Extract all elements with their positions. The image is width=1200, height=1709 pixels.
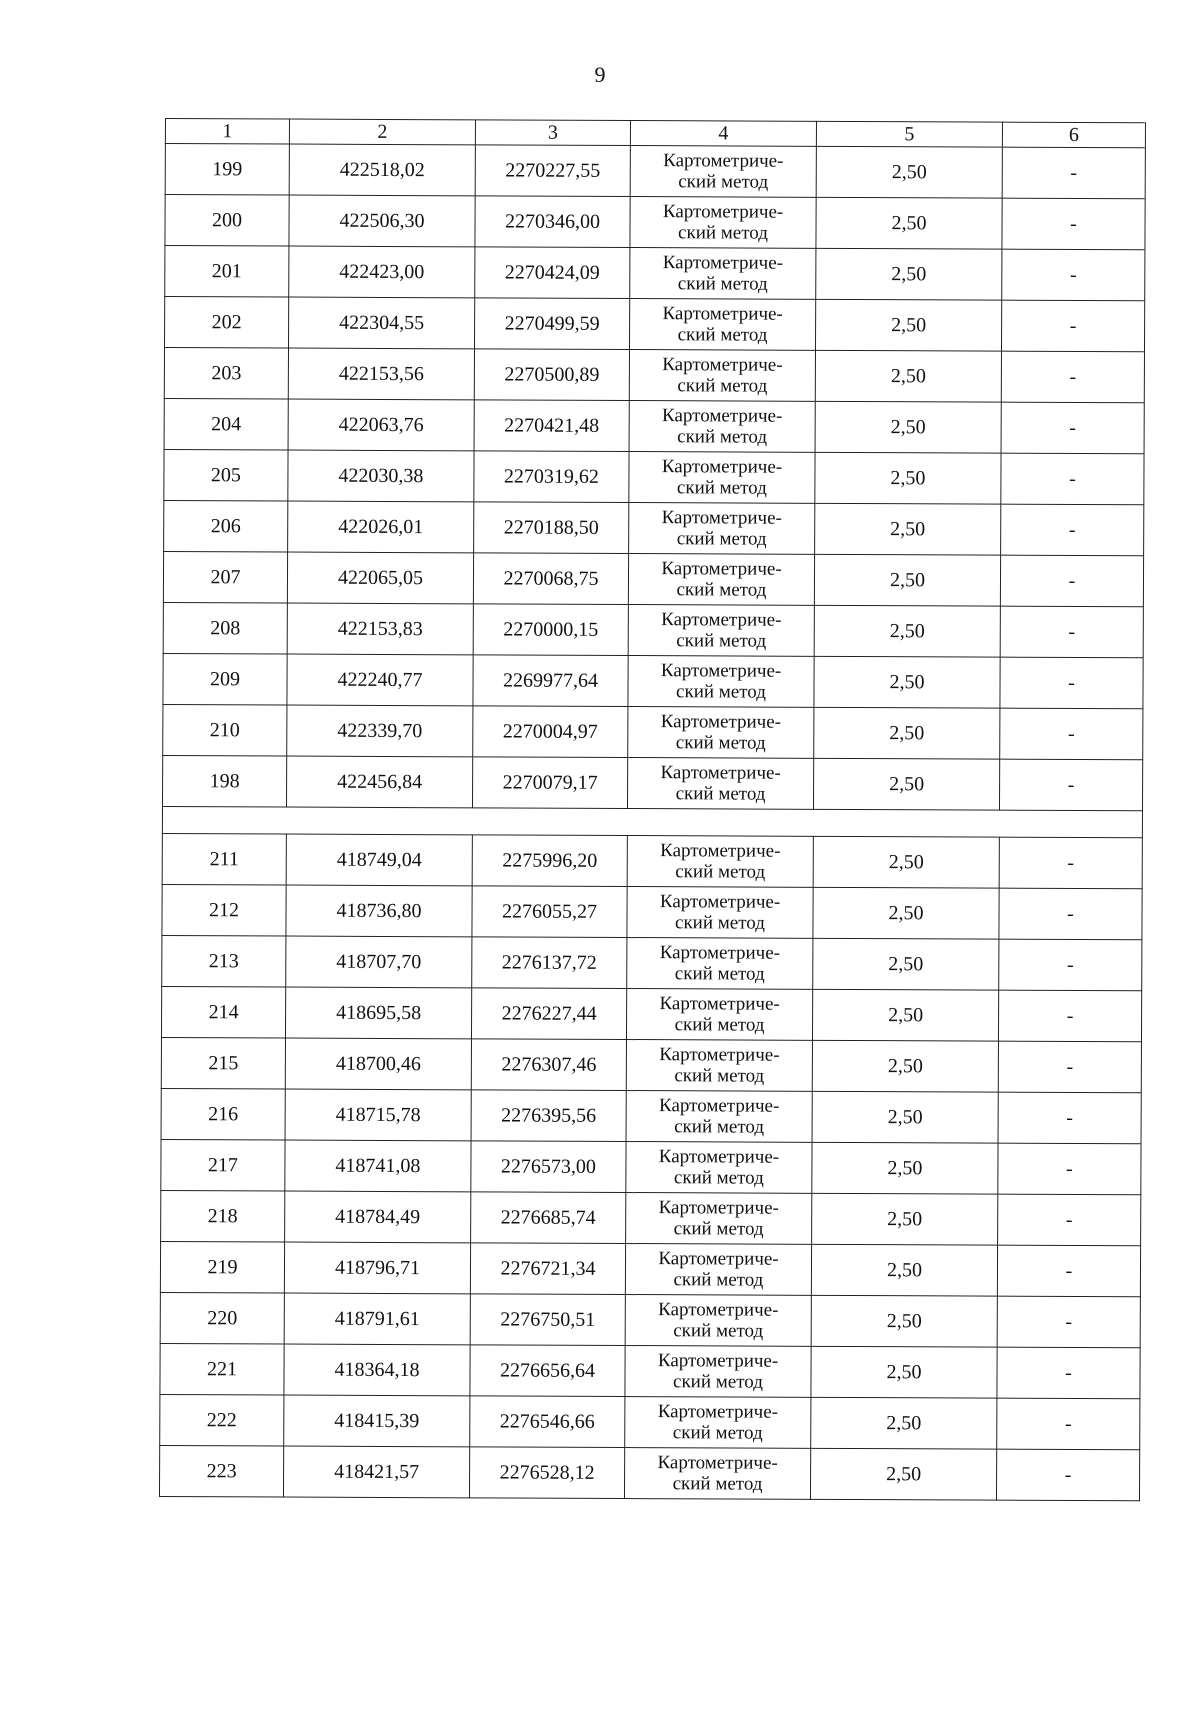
header-cell: 4 [630,121,816,147]
method-line-1: Картометриче- [660,660,782,682]
note-cell: - [1002,198,1145,250]
header-cell: 3 [475,120,630,146]
method-line-2: ский метод [676,477,767,499]
point-number-cell: 202 [164,297,288,349]
accuracy-cell: 2,50 [812,989,998,1041]
note-cell: - [999,837,1142,889]
point-number-cell: 200 [165,195,289,247]
method-cell [626,1040,812,1092]
method-line-2: ский метод [675,732,766,754]
method-cell [625,1346,811,1398]
method-cell [627,887,813,939]
separator-row [162,806,1142,837]
method-cell [630,146,816,198]
note-cell: - [1000,555,1143,607]
method-cell [629,401,815,453]
point-number-cell: 223 [159,1445,283,1497]
method-line-2: ский метод [672,1422,763,1444]
method-line-1: Картометриче- [657,1350,779,1372]
method-line-1: Картометриче- [661,609,782,631]
note-cell: - [996,1449,1139,1501]
method-cell [627,836,813,888]
method-line-1: Картометриче- [661,507,782,529]
y-coordinate-cell: 2270068,75 [473,553,628,605]
method-cell [628,656,814,708]
table-row [160,1292,1140,1347]
table-row [160,1241,1140,1296]
accuracy-cell: 2,50 [816,248,1002,300]
accuracy-cell: 2,50 [816,197,1002,249]
note-cell: - [1001,453,1144,505]
point-number-cell: 204 [164,398,288,450]
note-cell: - [1001,504,1144,556]
method-line-2: ский метод [673,1218,764,1240]
y-coordinate-cell: 2276721,34 [470,1243,625,1295]
table-row [163,551,1143,606]
x-coordinate-cell: 422423,00 [289,246,475,298]
accuracy-cell: 2,50 [815,452,1001,504]
method-cell [625,1244,811,1296]
point-number-cell: 219 [160,1241,284,1293]
point-number-cell: 201 [165,246,289,298]
x-coordinate-cell: 418796,71 [284,1242,470,1294]
x-coordinate-cell: 422240,77 [287,654,473,706]
accuracy-cell: 2,50 [811,1244,997,1296]
x-coordinate-cell: 418415,39 [284,1395,470,1447]
method-line-2: ский метод [674,963,765,985]
method-cell [628,707,814,759]
table-row [164,398,1144,453]
y-coordinate-cell: 2276528,12 [469,1447,624,1499]
accuracy-cell: 2,50 [811,1397,997,1449]
table-row [163,653,1143,708]
x-coordinate-cell: 418700,46 [285,1038,471,1090]
accuracy-cell: 2,50 [810,1448,996,1500]
y-coordinate-cell: 2276685,74 [471,1192,626,1244]
note-cell: - [999,939,1142,991]
table-row [160,1343,1140,1398]
table-row [161,986,1141,1041]
method-line-1: Картометриче- [658,1146,780,1168]
point-number-cell: 221 [160,1343,284,1395]
x-coordinate-cell: 418736,80 [286,885,472,937]
point-number-cell: 209 [163,653,287,705]
y-coordinate-cell: 2276395,56 [471,1090,626,1142]
point-number-cell: 217 [161,1139,285,1191]
method-line-1: Картометриче- [662,303,783,325]
method-line-1: Картометриче- [659,1095,780,1117]
method-cell [628,605,814,657]
note-cell: - [998,1143,1141,1195]
method-line-2: ский метод [673,1167,764,1189]
x-coordinate-cell: 422063,76 [288,399,474,451]
method-line-1: Картометриче- [663,150,784,172]
accuracy-cell: 2,50 [815,503,1001,555]
accuracy-cell: 2,50 [812,1193,998,1245]
point-number-cell: 216 [161,1088,285,1140]
table-row [164,500,1144,555]
point-number-cell: 215 [161,1037,285,1089]
accuracy-cell: 2,50 [813,938,999,990]
table-row [164,297,1144,352]
table-row [159,1445,1139,1500]
y-coordinate-cell: 2270079,17 [472,757,627,809]
y-coordinate-cell: 2270319,62 [474,451,629,503]
separator-cell [162,806,1142,837]
method-line-1: Картометриче- [661,456,783,478]
method-cell [630,197,816,249]
note-cell: - [1002,249,1145,301]
accuracy-cell: 2,50 [814,707,1000,759]
method-line-2: ский метод [672,1473,763,1495]
x-coordinate-cell: 422506,30 [289,195,475,247]
y-coordinate-cell: 2276137,72 [472,937,627,989]
method-line-1: Картометриче- [659,942,781,964]
method-cell [628,554,814,606]
y-coordinate-cell: 2270000,15 [473,604,628,656]
y-coordinate-cell: 2269977,64 [473,655,628,707]
x-coordinate-cell: 418707,70 [286,936,472,988]
x-coordinate-cell: 422153,56 [288,348,474,400]
x-coordinate-cell: 418741,08 [285,1140,471,1192]
x-coordinate-cell: 422030,38 [288,450,474,502]
y-coordinate-cell: 2276307,46 [471,1039,626,1091]
y-coordinate-cell: 2270227,55 [475,145,630,197]
method-line-1: Картометриче- [662,252,784,274]
note-cell: - [998,1194,1141,1246]
note-cell: - [1001,351,1144,403]
point-number-cell: 210 [163,704,287,756]
method-line-2: ский метод [676,681,766,703]
note-cell: - [997,1296,1140,1348]
accuracy-cell: 2,50 [815,299,1001,351]
note-cell: - [1000,708,1143,760]
y-coordinate-cell: 2276546,66 [470,1396,625,1448]
method-line-2: ский метод [673,1320,764,1342]
method-line-2: ский метод [675,783,766,805]
y-coordinate-cell: 2276750,51 [470,1294,625,1346]
header-cell: 1 [165,119,289,145]
y-coordinate-cell: 2270424,09 [475,247,630,299]
method-cell [624,1448,810,1500]
table-row [165,144,1145,199]
method-line-1: Картометриче- [658,1299,779,1321]
table-row [161,1190,1141,1245]
accuracy-cell: 2,50 [812,1091,998,1143]
table-row [162,935,1142,990]
page-number: 9 [594,62,606,87]
table-row [161,1037,1141,1092]
point-number-cell: 206 [164,500,288,552]
accuracy-cell: 2,50 [813,836,999,888]
y-coordinate-cell: 2276055,27 [472,886,627,938]
point-number-cell: 212 [162,884,286,936]
note-cell: - [997,1245,1140,1297]
table-row [161,1088,1141,1143]
coordinates-table [159,118,1146,1501]
x-coordinate-cell: 418749,04 [286,834,472,886]
method-line-2: ский метод [674,1065,765,1087]
table-row [163,704,1143,759]
method-cell [627,938,813,990]
y-coordinate-cell: 2276656,64 [470,1345,625,1397]
point-number-cell: 208 [163,602,287,654]
method-line-1: Картометриче- [660,840,781,862]
table-row [161,1139,1141,1194]
point-number-cell: 211 [162,833,286,885]
x-coordinate-cell: 422026,01 [288,501,474,553]
method-line-1: Картометриче- [659,993,780,1015]
y-coordinate-cell: 2276227,44 [471,988,626,1040]
method-cell [625,1295,811,1347]
x-coordinate-cell: 422153,83 [287,603,473,655]
note-cell: - [1000,657,1143,709]
method-line-2: ский метод [677,426,768,448]
y-coordinate-cell: 2270500,89 [474,349,629,401]
method-line-2: ский метод [675,861,766,883]
method-line-1: Картометриче- [658,1248,779,1270]
accuracy-cell: 2,50 [812,1142,998,1194]
method-line-1: Картометриче- [657,1452,778,1474]
method-line-1: Картометриче- [662,201,784,223]
method-line-2: ский метод [673,1269,764,1291]
note-cell: - [997,1398,1140,1450]
table-row [162,884,1142,939]
method-cell [630,248,816,300]
note-cell: - [1001,402,1144,454]
method-line-1: Картометриче- [658,1197,779,1219]
method-line-2: ский метод [676,528,767,550]
note-cell: - [998,990,1141,1042]
point-number-cell: 214 [161,986,285,1038]
note-cell: - [1001,300,1144,352]
table-row [164,348,1144,403]
x-coordinate-cell: 418791,61 [284,1293,470,1345]
y-coordinate-cell: 2276573,00 [471,1141,626,1193]
note-cell: - [999,759,1142,811]
accuracy-cell: 2,50 [815,350,1001,402]
method-cell [626,1091,812,1143]
accuracy-cell: 2,50 [814,656,1000,708]
y-coordinate-cell: 2270499,59 [474,298,629,350]
method-line-1: Картометриче- [661,558,782,580]
method-line-2: ский метод [674,912,765,934]
point-number-cell: 220 [160,1292,284,1344]
table-row [160,1394,1140,1449]
point-number-cell: 207 [163,551,287,603]
note-cell: - [997,1347,1140,1399]
y-coordinate-cell: 2270421,48 [474,400,629,452]
method-line-2: ский метод [677,273,768,295]
header-cell: 6 [1002,122,1145,148]
method-cell [629,503,815,555]
accuracy-cell: 2,50 [812,1040,998,1092]
note-cell: - [1002,147,1145,199]
x-coordinate-cell: 418695,58 [285,987,471,1039]
x-coordinate-cell: 418784,49 [285,1191,471,1243]
accuracy-cell: 2,50 [811,1346,997,1398]
method-line-1: Картометриче- [659,1044,780,1066]
table-row [165,246,1145,301]
accuracy-cell: 2,50 [815,401,1001,453]
method-line-1: Картометриче- [662,405,783,427]
note-cell: - [998,1041,1141,1093]
point-number-cell: 198 [162,755,286,807]
method-line-2: ский метод [674,1116,765,1138]
method-cell [626,1193,812,1245]
method-line-2: ский метод [676,630,767,652]
method-cell [629,299,815,351]
header-cell: 5 [816,121,1002,147]
method-line-2: ский метод [672,1371,763,1393]
y-coordinate-cell: 2270004,97 [473,706,628,758]
table-row [165,195,1145,250]
method-line-2: ский метод [676,579,767,601]
y-coordinate-cell: 2275996,20 [472,835,627,887]
method-cell [625,1397,811,1449]
method-cell [626,1142,812,1194]
method-cell [629,452,815,504]
y-coordinate-cell: 2270188,50 [474,502,629,554]
header-cell: 2 [289,119,475,145]
accuracy-cell: 2,50 [811,1295,997,1347]
x-coordinate-cell: 418421,57 [283,1446,469,1498]
y-coordinate-cell: 2270346,00 [475,196,630,248]
x-coordinate-cell: 422065,05 [287,552,473,604]
table-row [162,833,1142,888]
method-cell [626,989,812,1041]
method-cell [627,758,813,810]
x-coordinate-cell: 422518,02 [289,144,475,196]
note-cell: - [999,888,1142,940]
method-line-1: Картометриче- [660,762,781,784]
method-line-2: ский метод [677,324,768,346]
point-number-cell: 203 [164,348,288,400]
method-line-2: ский метод [674,1014,765,1036]
method-line-1: Картометриче- [657,1401,779,1423]
method-line-1: Картометриче- [662,354,783,376]
point-number-cell: 205 [164,449,288,501]
accuracy-cell: 2,50 [813,758,999,810]
table-row [162,755,1142,810]
x-coordinate-cell: 422456,84 [286,756,472,808]
x-coordinate-cell: 422304,55 [288,297,474,349]
x-coordinate-cell: 418715,78 [285,1089,471,1141]
table-row [163,602,1143,657]
accuracy-cell: 2,50 [816,146,1002,198]
method-line-2: ский метод [678,171,769,193]
point-number-cell: 213 [162,935,286,987]
point-number-cell: 218 [161,1190,285,1242]
x-coordinate-cell: 422339,70 [287,705,473,757]
coordinates-table-body [159,119,1145,1501]
accuracy-cell: 2,50 [814,554,1000,606]
accuracy-cell: 2,50 [814,605,1000,657]
table-row [164,449,1144,504]
method-line-1: Картометриче- [660,711,782,733]
method-cell [629,350,815,402]
method-line-2: ский метод [678,222,768,244]
point-number-cell: 199 [165,144,289,196]
accuracy-cell: 2,50 [813,887,999,939]
method-line-1: Картометриче- [659,891,781,913]
note-cell: - [1000,606,1143,658]
x-coordinate-cell: 418364,18 [284,1344,470,1396]
point-number-cell: 222 [160,1394,284,1446]
method-line-2: ский метод [677,375,768,397]
note-cell: - [998,1092,1141,1144]
